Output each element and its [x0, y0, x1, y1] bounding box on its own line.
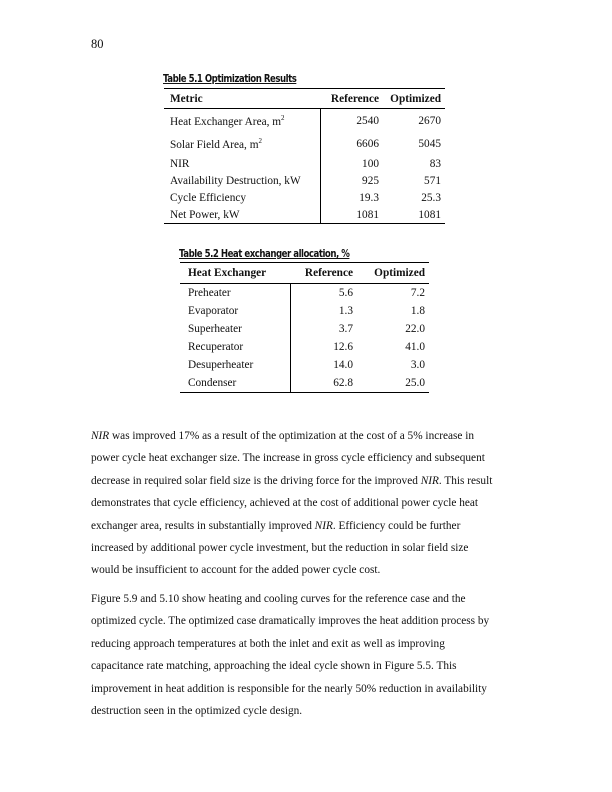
reference-cell: 19.3 [321, 189, 384, 206]
optimized-cell: 25.3 [421, 191, 441, 204]
optimized-cell: 7.2 [410, 287, 425, 299]
optimized-cell: 5045 [418, 137, 441, 150]
paragraph-line: power cycle heat exchanger size. The increase in gross cycle efficiency and subsequent [91, 452, 485, 465]
table-row [180, 284, 429, 303]
paragraph-line: optimized cycle. The optimized case dramatically improves the heat addition process by [91, 615, 490, 628]
exchanger-cell: Evaporator [188, 305, 239, 317]
optimized-cell: 83 [429, 157, 441, 170]
reference-cell: 62.8 [291, 374, 358, 393]
reference-cell: 12.6 [291, 338, 358, 356]
table-row [180, 338, 429, 356]
column-header: Optimized [383, 89, 445, 109]
reference-cell: 100 [321, 155, 384, 172]
optimized-cell: 25.0 [357, 374, 429, 393]
reference-cell: 3.7 [291, 320, 358, 338]
optimized-cell: 1.8 [410, 305, 425, 317]
table-row [164, 206, 445, 224]
optimized-cell: 3.0 [410, 359, 425, 371]
table-header-row [164, 89, 445, 109]
optimization-results-table [164, 88, 445, 224]
optimized-cell: 22.0 [405, 323, 425, 335]
reference-cell: 1081 [321, 206, 384, 224]
metric-cell: Net Power, kW [164, 206, 321, 224]
table-row [164, 109, 445, 133]
body-paragraph-heating-curves [91, 588, 531, 722]
metric-cell: Solar Field Area, $m^2$ [170, 136, 262, 151]
reference-cell: 5.6 [291, 284, 358, 303]
metric-cell: Heat Exchanger Area, $m^2$ [170, 113, 285, 128]
table-row [164, 172, 445, 189]
metric-cell: NIR [170, 157, 190, 170]
column-header: Reference [291, 263, 358, 284]
optimized-cell: 571 [424, 174, 441, 187]
table-row [180, 320, 429, 338]
table-5-1-caption: Table 5.1 Optimization Results [163, 73, 297, 85]
table-row [164, 189, 445, 206]
table-row [164, 155, 445, 172]
paragraph-line: improvement in heat addition is responsible for the nearly 50% reduction in availability [91, 682, 487, 695]
page-number: 80 [91, 37, 104, 51]
table-row [180, 356, 429, 374]
exchanger-cell: Desuperheater [188, 359, 254, 371]
paragraph-line: would be insufficient to account for the added power cycle cost. [91, 564, 381, 577]
column-header: Metric [164, 89, 321, 109]
column-header: Optimized [357, 263, 429, 284]
reference-cell: 14.0 [291, 356, 358, 374]
optimized-cell: 1081 [383, 206, 445, 224]
reference-cell: 925 [321, 172, 384, 189]
optimized-cell: 41.0 [405, 341, 425, 353]
paragraph-line: decrease in required solar field size is the driving force for the improved NIR. This result [91, 474, 493, 487]
table-5-2-caption: Table 5.2 Heat exchanger allocation, % [179, 248, 350, 260]
table-row [180, 374, 429, 393]
column-header: Reference [321, 89, 384, 109]
paragraph-line: Figure 5.9 and 5.10 show heating and cooling curves for the reference case and the [91, 593, 466, 605]
paragraph-line: demonstrates that cycle efficiency, achieved at the cost of additional power cycle heat [91, 497, 479, 510]
reference-cell: 6606 [321, 132, 384, 155]
paragraph-line: NIR was improved 17% as a result of the optimization at the cost of a 5% increase in [91, 430, 475, 442]
metric-cell: Cycle Efficiency [170, 191, 247, 204]
table-row [164, 132, 445, 155]
optimized-cell: 2670 [418, 114, 441, 127]
paragraph-line: exchanger area, results in substantially improved NIR. Efficiency could be further [91, 519, 461, 532]
paragraph-line: capacitance rate matching, approaching the ideal cycle shown in Figure 5.5. This [91, 660, 457, 673]
reference-cell: 1.3 [291, 302, 358, 320]
column-header: Heat Exchanger [180, 263, 291, 284]
paragraph-line: increased by additional power cycle investment, but the reduction in solar field size [91, 542, 469, 555]
table-header-row [180, 263, 429, 284]
exchanger-cell: Preheater [188, 287, 231, 299]
exchanger-cell: Superheater [188, 323, 242, 335]
exchanger-cell: Condenser [180, 374, 291, 393]
paragraph-line: reducing approach temperatures at both the inlet and exit as well as improving [91, 637, 445, 650]
heat-exchanger-allocation-table [180, 262, 429, 393]
metric-cell: Availability Destruction, kW [170, 174, 301, 187]
table-row [180, 302, 429, 320]
body-paragraph-nir [91, 425, 531, 582]
reference-cell: 2540 [321, 109, 384, 133]
paragraph-line: destruction seen in the optimized cycle design. [91, 705, 303, 718]
exchanger-cell: Recuperator [188, 341, 244, 353]
